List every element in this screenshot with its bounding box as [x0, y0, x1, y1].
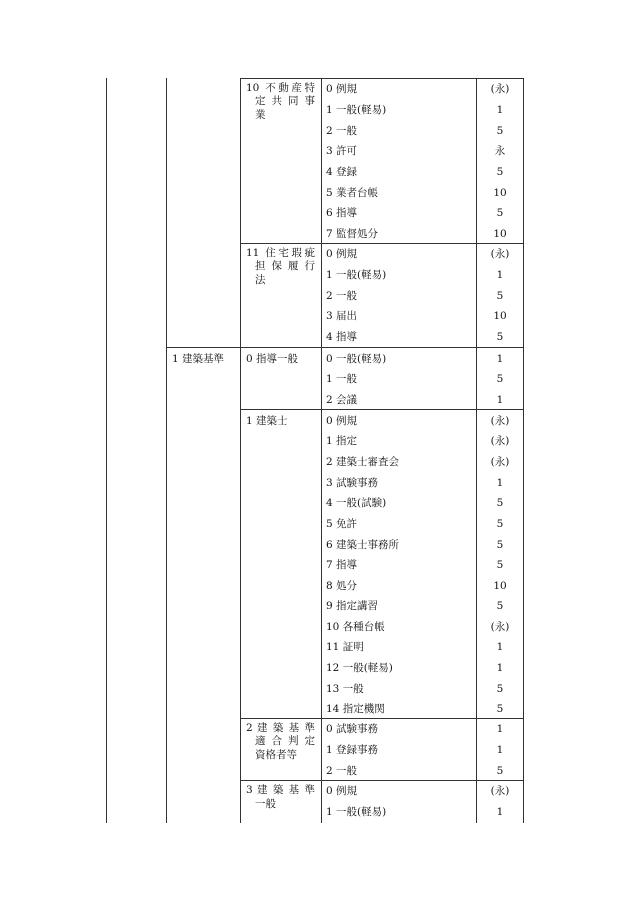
subcategory-label: 11 住宅瑕疵: [246, 247, 315, 259]
col-line-6: [523, 78, 524, 823]
col-line-1: [106, 78, 107, 823]
retention-value: 5: [496, 207, 504, 219]
item-label: 1 登録事務: [326, 744, 379, 756]
item-label: 0 例規: [326, 785, 358, 797]
retention-value: 5: [496, 518, 504, 530]
item-label: 10 各種台帳: [326, 621, 385, 633]
item-label: 0 一般(軽易): [326, 353, 387, 365]
retention-value: 5: [496, 559, 504, 571]
retention-value: (永): [490, 785, 510, 797]
col-line-3: [240, 78, 241, 823]
retention-value: 5: [496, 703, 504, 715]
item-label: 5 免許: [326, 518, 358, 530]
subcategory-0: 0 指導一般: [246, 353, 299, 365]
retention-value: (永): [490, 435, 510, 447]
retention-value: 5: [496, 373, 504, 385]
category-mid: 1 建築基準: [172, 353, 225, 365]
row-border: [240, 78, 524, 79]
retention-value: 1: [496, 104, 504, 116]
subcategory-label: 適 合 判 定: [255, 735, 315, 747]
item-label: 1 指定: [326, 435, 358, 447]
subcategory-label: 資格者等: [255, 749, 297, 761]
subcategory-11: [246, 247, 315, 287]
row-border: [240, 409, 524, 410]
row-border: [240, 780, 524, 781]
item-label: 4 指導: [326, 331, 358, 343]
row-border: [240, 718, 524, 719]
retention-value: 1: [496, 662, 504, 674]
retention-value: 1: [496, 353, 504, 365]
retention-value: 10: [493, 228, 507, 240]
subcategory-label: 10 不動産特: [246, 82, 315, 94]
subcategory-label: 2 建 築 基 準: [246, 722, 315, 734]
subcategory-label: 3 建 築 基 準: [246, 784, 315, 796]
retention-value: 1: [496, 477, 504, 489]
retention-value: 1: [496, 723, 504, 735]
item-label: 14 指定機関: [326, 703, 385, 715]
item-label: 4 登録: [326, 166, 358, 178]
item-label: 11 証明: [326, 641, 364, 653]
item-label: 0 例規: [326, 248, 358, 260]
item-label: 7 監督処分: [326, 228, 379, 240]
item-label: 7 指導: [326, 559, 358, 571]
subcategory-2: [246, 722, 315, 762]
item-label: 8 処分: [326, 580, 358, 592]
retention-value: 10: [493, 580, 507, 592]
retention-value: 5: [496, 497, 504, 509]
item-label: 2 一般: [326, 290, 358, 302]
row-border: [240, 243, 524, 244]
item-label: 1 一般(軽易): [326, 104, 387, 116]
retention-value: 永: [494, 145, 506, 157]
subcategory-1: 1 建築士: [246, 415, 288, 427]
item-label: 1 一般(軽易): [326, 806, 387, 818]
item-label: 5 業者台帳: [326, 187, 379, 199]
retention-value: 5: [496, 683, 504, 695]
retention-value: 1: [496, 806, 504, 818]
retention-value: 5: [496, 600, 504, 612]
retention-value: 1: [496, 269, 504, 281]
retention-value: 5: [496, 331, 504, 343]
subcategory-label: 担 保 履 行: [255, 260, 315, 272]
retention-value: 5: [496, 539, 504, 551]
row-border: [166, 347, 524, 348]
retention-value: 10: [493, 187, 507, 199]
subcategory-label: 法: [255, 274, 266, 286]
item-label: 0 例規: [326, 83, 358, 95]
subcategory-label: 一般: [255, 798, 276, 810]
col-line-5: [476, 78, 477, 823]
retention-value: 10: [493, 310, 507, 322]
item-label: 6 指導: [326, 207, 358, 219]
retention-value: (永): [490, 456, 510, 468]
item-label: 1 一般(軽易): [326, 269, 387, 281]
retention-value: (永): [490, 83, 510, 95]
item-label: 2 建築士審査会: [326, 456, 400, 468]
subcategory-10: [246, 82, 315, 122]
col-line-4: [321, 78, 322, 823]
retention-value: 1: [496, 744, 504, 756]
item-label: 3 届出: [326, 310, 358, 322]
retention-value: 1: [496, 394, 504, 406]
retention-value: (永): [490, 248, 510, 260]
item-label: 0 試験事務: [326, 723, 379, 735]
retention-value: (永): [490, 621, 510, 633]
retention-value: 5: [496, 765, 504, 777]
retention-value: 1: [496, 641, 504, 653]
item-label: 1 一般: [326, 373, 358, 385]
item-label: 13 一般: [326, 683, 364, 695]
item-label: 6 建築士事務所: [326, 539, 400, 551]
item-label: 3 許可: [326, 145, 358, 157]
retention-value: 5: [496, 166, 504, 178]
retention-value: 5: [496, 125, 504, 137]
item-label: 4 一般(試験): [326, 497, 387, 509]
col-line-2: [166, 78, 167, 823]
item-label: 3 試験事務: [326, 477, 379, 489]
subcategory-3: [246, 784, 315, 811]
subcategory-label: 業: [255, 109, 266, 121]
item-label: 2 会議: [326, 394, 358, 406]
subcategory-label: 定 共 同 事: [255, 95, 315, 107]
item-label: 2 一般: [326, 125, 358, 137]
item-label: 2 一般: [326, 765, 358, 777]
item-label: 12 一般(軽易): [326, 662, 393, 674]
retention-value: 5: [496, 290, 504, 302]
item-label: 9 指定講習: [326, 600, 379, 612]
item-label: 0 例規: [326, 415, 358, 427]
retention-value: (永): [490, 415, 510, 427]
